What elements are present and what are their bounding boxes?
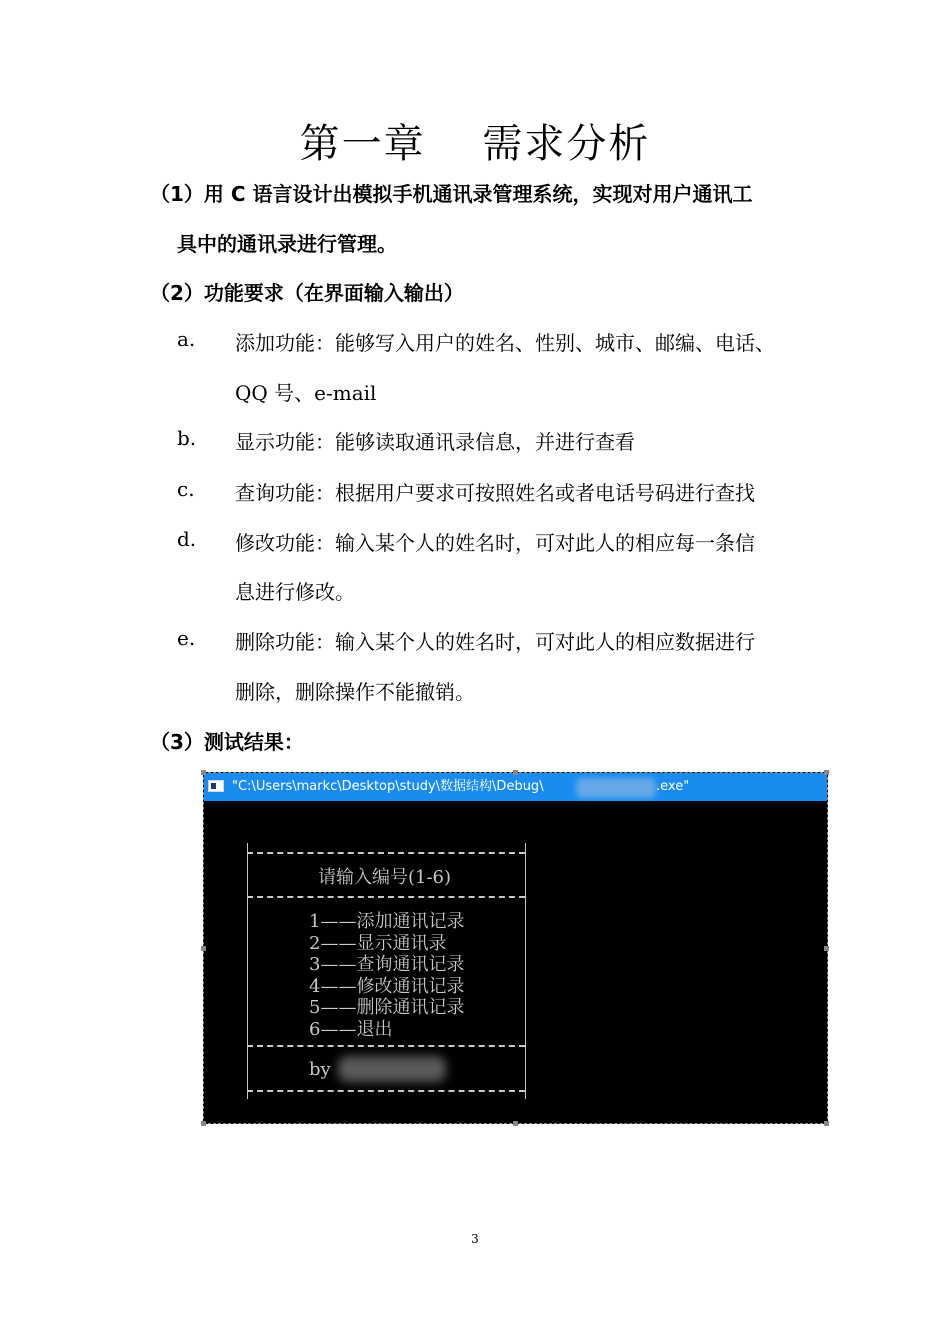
console-window-screenshot (203, 772, 828, 1124)
item-c-line-1: 查询功能：根据用户要求可按照姓名或者电话号码进行查找 (235, 481, 755, 505)
item-c-letter: c. (177, 477, 195, 501)
item-b-line-1: 显示功能：能够读取通讯录信息，并进行查看 (235, 430, 635, 454)
page-title: 第一章 需求分析 (299, 121, 651, 167)
console-prompt: 请输入编号(1-6) (318, 867, 452, 888)
image-resize-handle (824, 770, 829, 775)
console-author-label: by (309, 1059, 331, 1080)
console-menu-option-6: 6——退出 (309, 1019, 393, 1040)
menu-frame-rule-after-prompt (247, 896, 525, 898)
console-titlebar (204, 773, 827, 801)
item-e-line-1: 删除功能：输入某个人的姓名时，可对此人的相应数据进行 (235, 630, 755, 654)
requirement-paragraph-line-2: 具中的通讯录进行管理。 (177, 232, 397, 256)
item-d-line-2: 息进行修改。 (235, 580, 355, 604)
console-app-icon (208, 780, 224, 792)
menu-frame-rule-after-options (247, 1045, 525, 1047)
menu-frame-bottom-rule (247, 1090, 525, 1092)
console-menu-option-3: 3——查询通讯记录 (309, 954, 465, 975)
item-a-line-1: 添加功能：能够写入用户的姓名、性别、城市、邮编、电话、 (235, 331, 775, 355)
console-menu-option-1: 1——添加通讯记录 (309, 911, 465, 932)
item-b-letter: b. (177, 426, 197, 450)
requirement-paragraph-line-1: （1）用 C 语言设计出模拟手机通讯录管理系统，实现对用户通讯工 (150, 182, 753, 206)
item-a-line-2: QQ 号、e-mail (235, 381, 377, 405)
console-title-path: "C:\Users\markc\Desktop\study\数据结构\Debug\ (232, 779, 544, 794)
image-resize-handle (824, 946, 829, 951)
console-title-extension: .exe" (656, 779, 690, 794)
image-resize-handle (201, 770, 206, 775)
test-results-heading: （3）测试结果： (150, 730, 304, 754)
image-resize-handle (201, 946, 206, 951)
image-resize-handle (513, 1121, 518, 1126)
image-resize-handle (824, 1121, 829, 1126)
menu-frame-left-border (247, 843, 248, 1099)
menu-frame-right-border (525, 843, 526, 1099)
page-number: 3 (471, 1232, 479, 1246)
item-a-letter: a. (177, 327, 196, 351)
console-menu-option-5: 5——删除通讯记录 (309, 997, 465, 1018)
item-e-letter: e. (177, 626, 196, 650)
console-title-redacted (576, 778, 656, 798)
item-d-letter: d. (177, 527, 197, 551)
image-resize-handle (201, 1121, 206, 1126)
function-requirements-heading: （2）功能要求（在界面输入输出） (150, 281, 464, 305)
item-e-line-2: 删除，删除操作不能撤销。 (235, 680, 475, 704)
menu-frame-top-rule (247, 852, 525, 854)
console-menu-option-2: 2——显示通讯录 (309, 933, 447, 954)
console-menu-option-4: 4——修改通讯记录 (309, 976, 465, 997)
image-resize-handle (513, 770, 518, 775)
console-author-redacted (338, 1056, 446, 1082)
item-d-line-1: 修改功能：输入某个人的姓名时，可对此人的相应每一条信 (235, 531, 755, 555)
